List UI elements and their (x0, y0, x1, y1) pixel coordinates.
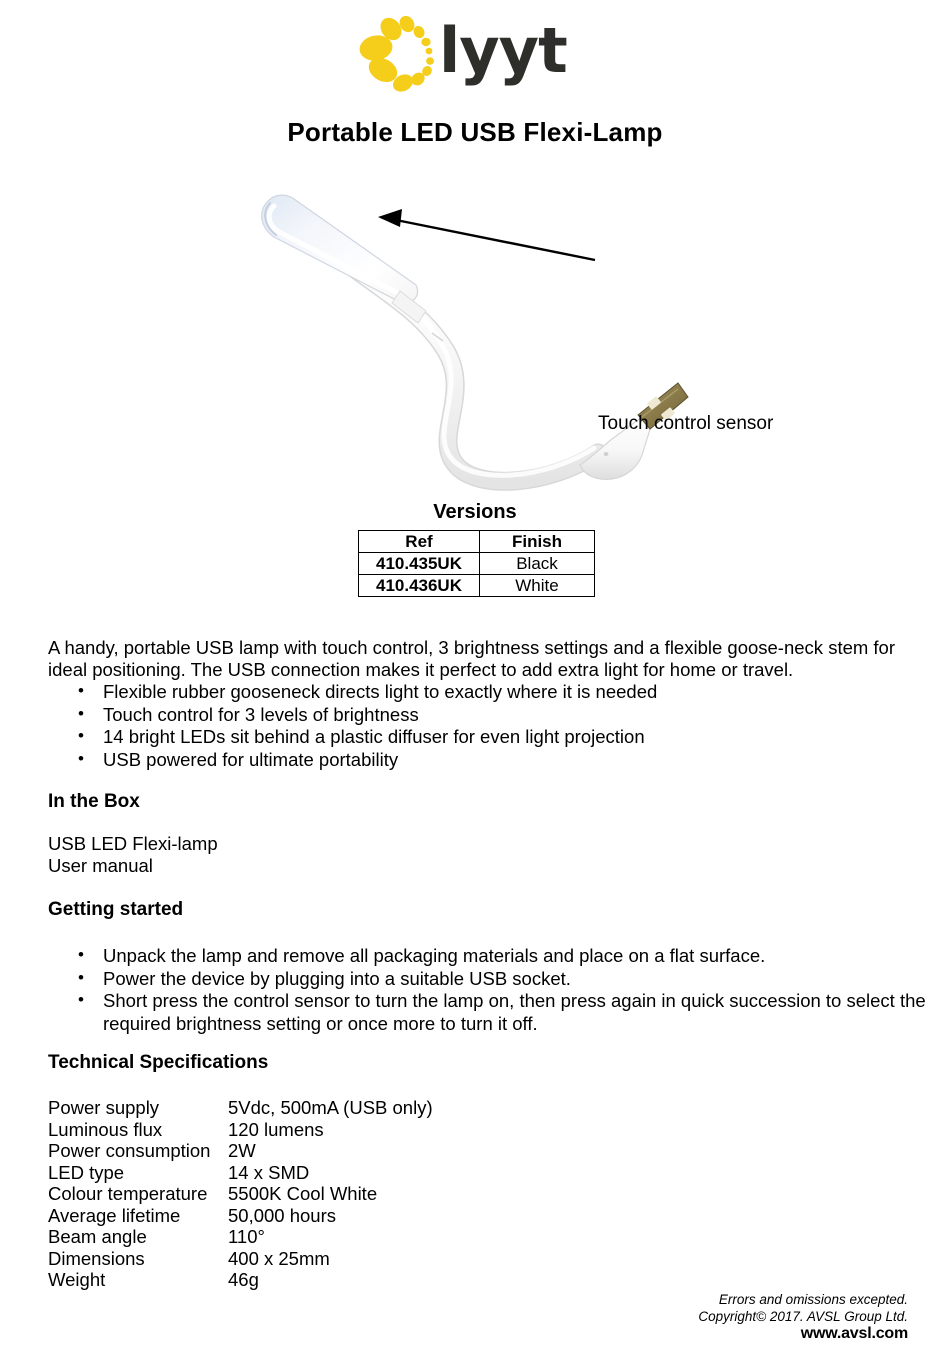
spec-label: Power supply (48, 1097, 160, 1118)
table-header-row (359, 531, 595, 553)
list-item: • Short press the control sensor to turn the lamp on, then press again in quick succession to select the required brightness setting or once more to turn it off. (78, 990, 938, 1035)
brand-wordmark: lyyt (439, 14, 567, 87)
footer-disclaimer: Errors and omissions excepted. (718, 1292, 908, 1307)
intro-paragraph: A handy, portable USB lamp with touch control, 3 brightness settings and a flexible goose-neck stem for ideal positioning. The USB connection makes it perfect to add extra light for home or travel. (48, 636, 896, 680)
spiral-dots-logo-icon (359, 15, 443, 93)
section-heading-in-the-box: In the Box (48, 791, 140, 812)
spec-row (48, 1097, 433, 1119)
page-title: Portable LED USB Flexi-Lamp (287, 117, 663, 147)
spec-row (48, 1205, 433, 1227)
cell-ref: 410.435UK (359, 553, 480, 575)
table-row (359, 553, 595, 575)
features-list (48, 681, 938, 771)
in-the-box-contents (48, 833, 218, 876)
column-header-finish: Finish (480, 531, 595, 553)
spec-row (48, 1119, 433, 1141)
product-photo-lamp (250, 165, 690, 495)
spec-label: Power consumption (48, 1140, 211, 1161)
spec-row (48, 1140, 433, 1162)
spec-label: Colour temperature (48, 1183, 208, 1204)
callout-touch-control-sensor: Touch control sensor (598, 413, 774, 434)
list-item: • Flexible rubber gooseneck directs light to exactly where it is needed (78, 681, 938, 704)
spec-value: 46g (228, 1269, 259, 1290)
list-item: • Power the device by plugging into a suitable USB socket. (78, 968, 938, 991)
table-row (359, 575, 595, 597)
spec-value: 5Vdc, 500mA (USB only) (228, 1097, 433, 1118)
list-item: • 14 bright LEDs sit behind a plastic diffuser for even light projection (78, 726, 938, 749)
versions-heading: Versions (433, 501, 517, 523)
spec-label: LED type (48, 1161, 125, 1183)
spec-row (48, 1162, 433, 1184)
spec-value: 50,000 hours (228, 1204, 337, 1226)
list-item: • Touch control for 3 levels of brightness (78, 704, 938, 727)
getting-started-list (48, 945, 938, 1035)
spec-row (48, 1269, 433, 1291)
product-image-area (0, 165, 950, 495)
list-item: • USB powered for ultimate portability (78, 749, 938, 772)
spec-label: Luminous flux (48, 1118, 163, 1140)
footer-copyright: Copyright© 2017. AVSL Group Ltd. (698, 1308, 908, 1324)
column-header-ref: Ref (359, 531, 480, 553)
versions-table (358, 530, 595, 597)
list-item: User manual (48, 854, 153, 876)
page-footer (698, 1292, 908, 1343)
footer-website[interactable]: www.avsl.com (800, 1325, 908, 1342)
spec-label: Average lifetime (48, 1204, 181, 1226)
spec-label: Weight (48, 1269, 106, 1290)
spec-value: 14 x SMD (228, 1161, 310, 1183)
spec-row (48, 1248, 433, 1270)
spec-label: Dimensions (48, 1247, 145, 1269)
spec-value: 110° (228, 1226, 265, 1247)
brand-logo (0, 12, 950, 94)
technical-specifications-list (48, 1097, 433, 1291)
spec-row (48, 1183, 433, 1205)
list-item: USB LED Flexi-lamp (48, 833, 218, 854)
spec-value: 5500K Cool White (228, 1183, 378, 1204)
spec-row (48, 1226, 433, 1248)
section-heading-getting-started: Getting started (48, 899, 184, 920)
section-heading-technical-specifications: Technical Specifications (48, 1052, 269, 1073)
cell-ref: 410.436UK (359, 575, 480, 597)
list-item: • Unpack the lamp and remove all packaging materials and place on a flat surface. (78, 945, 938, 968)
cell-finish: Black (480, 553, 595, 575)
spec-label: Beam angle (48, 1226, 147, 1247)
cell-finish: White (480, 575, 595, 597)
spec-value: 120 lumens (228, 1118, 324, 1140)
spec-value: 2W (228, 1140, 256, 1161)
spec-value: 400 x 25mm (228, 1247, 330, 1269)
